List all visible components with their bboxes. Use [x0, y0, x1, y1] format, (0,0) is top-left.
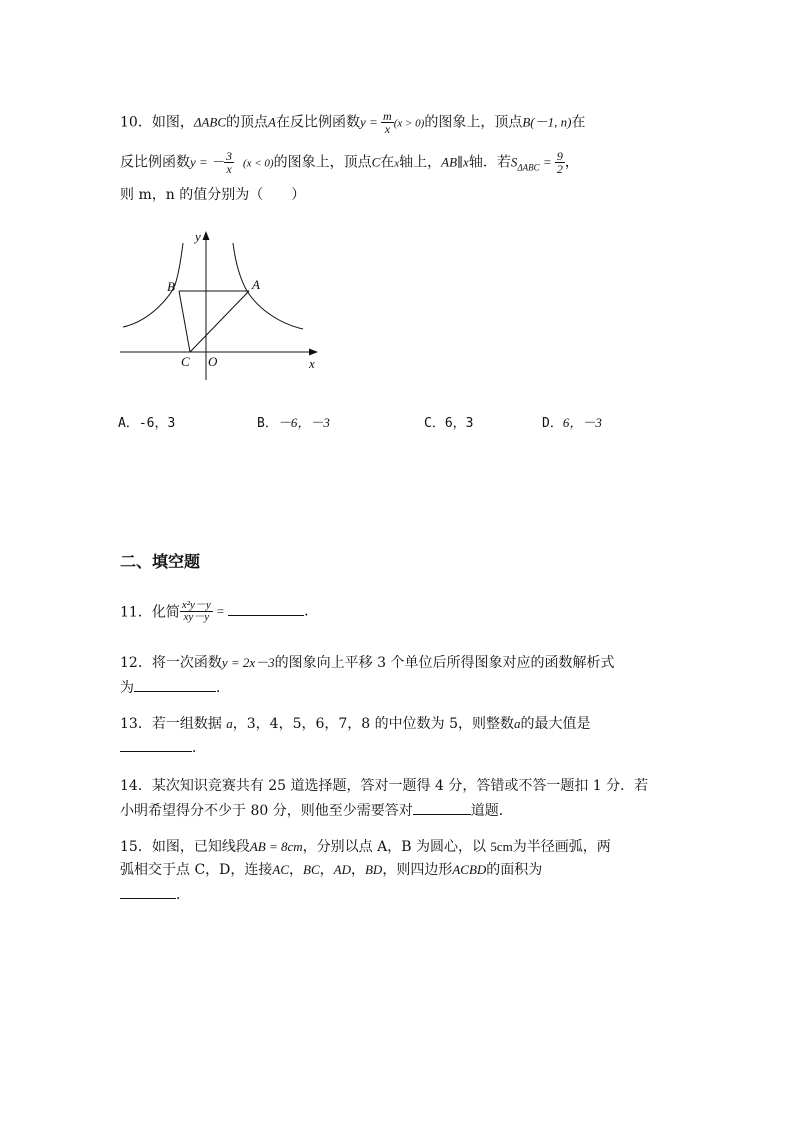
equals: = — [539, 154, 555, 170]
q15-text: ，分别以点 A，B 为圆心，以 — [302, 839, 491, 855]
q14-text: 小明希望得分不少于 80 分，则他至少需要答对 — [120, 803, 413, 819]
segment-bc — [179, 291, 190, 352]
q12-text: 为 — [120, 680, 134, 696]
q15-text: 为半径画弧，两 — [512, 839, 611, 855]
q15-text: ，则四边形 — [382, 862, 453, 878]
q10-text: 反比例函数 — [120, 154, 190, 171]
label-b: B — [167, 279, 175, 294]
ab-parallel: AB∥x — [441, 154, 469, 170]
q15-bc: BC — [303, 862, 320, 877]
q15-text: 弧相交于点 C，D，连接 — [120, 862, 273, 878]
right-hyperbola — [233, 243, 303, 329]
option-d[interactable]: D．6，－3 — [542, 415, 602, 431]
option-a[interactable]: A．-6，3 — [118, 416, 176, 431]
q12-end: ． — [216, 680, 230, 696]
q14-text: 道题． — [470, 803, 513, 819]
q12-line1 — [120, 652, 614, 672]
q13-text: 的最大值是 — [520, 716, 591, 732]
area-subscript: ΔABC — [517, 162, 540, 173]
point-a: A — [268, 114, 276, 130]
option-c[interactable]: C．6，3 — [424, 416, 474, 431]
q10-text: 的顶点 — [226, 114, 269, 131]
q11 — [120, 600, 318, 623]
x-axis-arrow-icon — [309, 349, 318, 356]
fn2-fraction: $\frac{3}{x}$ — [226, 149, 233, 176]
q13-end: ． — [192, 740, 206, 756]
q13-text: 13．若一组数据 — [120, 716, 227, 732]
point-b: B(－1, n) — [522, 114, 572, 130]
label-x: x — [309, 356, 315, 371]
q15-end: ． — [176, 887, 190, 903]
label-c: C — [181, 354, 190, 369]
q15-radius: 5cm — [490, 839, 513, 854]
q13-answer-blank[interactable] — [120, 751, 192, 752]
q15-answer-blank[interactable] — [120, 898, 176, 899]
label-y: y — [195, 229, 201, 244]
q15-text: 15．如图，已知线段 — [120, 839, 250, 855]
q15-ac: AC — [272, 862, 290, 877]
q14-line2 — [120, 800, 513, 820]
q13-line2 — [120, 737, 206, 757]
section-title: 二、填空题 — [120, 552, 201, 571]
option-d-value: 6，－3 — [562, 415, 602, 430]
q12-text: 的图象向上平移 3 个单位后所得图象对应的函数解析式 — [274, 655, 615, 671]
label-a: A — [252, 277, 260, 292]
fn1-fraction: $\frac{m}{x}$ — [383, 109, 392, 136]
option-b-value: －6，－3 — [277, 415, 330, 430]
option-b[interactable]: B．－6，－3 — [257, 415, 330, 431]
q10-figure — [115, 225, 330, 385]
q10-text: 在 — [571, 114, 586, 131]
q15-line1 — [120, 836, 611, 856]
q11-end: ． — [304, 603, 319, 620]
q13-line1 — [120, 713, 591, 733]
q12-answer-blank[interactable] — [134, 691, 216, 692]
q11-answer-blank[interactable] — [228, 615, 304, 616]
triangle-abc: ΔABC — [193, 114, 227, 130]
segment-ca — [190, 291, 249, 352]
q15-ad: AD — [333, 862, 351, 877]
q11-text: 11．化简 — [120, 604, 180, 621]
q15-text: 的面积为 — [486, 862, 543, 878]
q10-line2 — [120, 150, 579, 175]
q11-fraction: $\frac{\text{x²y－y}}{xy-y}$ — [181, 599, 211, 623]
x-var: x — [394, 157, 400, 170]
q10-line3: 则 m，n 的值分别为（ ） — [120, 187, 306, 203]
q10-line1 — [120, 110, 585, 135]
q12-text: 12．将一次函数 — [120, 655, 222, 671]
q10-text: 在反比例函数 — [275, 114, 360, 131]
area-s: S — [510, 154, 518, 170]
q14-line1: 14．某次知识竞赛共有 25 道选择题，答对一题得 4 分，答错或不答一题扣 1 分．若 — [120, 778, 649, 794]
q10-text: 轴．若 — [468, 154, 511, 171]
fn2-condition: (x < 0) — [242, 157, 274, 170]
q15-bd: BD — [364, 862, 383, 877]
fn1-condition: (x > 0) — [393, 117, 425, 130]
fn2-lhs: y = － — [190, 154, 225, 170]
q12-line2 — [120, 677, 230, 697]
q13-var-a: a — [514, 716, 521, 731]
area-fraction: $\frac{9}{2}$ — [556, 149, 563, 176]
q14-answer-blank[interactable] — [413, 814, 471, 815]
q11-equals: = — [212, 603, 229, 619]
q15-line2: 弧相交于点 C，D，连接AC，BC，AD，BD，则四边形ACBD的面积为 — [120, 862, 543, 878]
q10-text: 的图象上，顶点 — [273, 154, 372, 171]
q15-quad: ACBD — [452, 862, 487, 877]
q10-text: 在 — [380, 154, 395, 171]
q15-segment-ab: AB = 8cm — [249, 839, 303, 854]
q10-text: 10．如图， — [120, 114, 194, 131]
q15-line3 — [120, 884, 190, 904]
q13-var-a: a — [226, 716, 233, 731]
q13-text: ，3，4，5，6，7，8 的中位数为 5，则整数 — [232, 716, 515, 732]
q12-function: y = 2x－3 — [221, 655, 275, 670]
q10-text: ， — [564, 154, 579, 171]
fn1-lhs: y = — [359, 114, 382, 130]
q10-text: 轴上， — [399, 154, 442, 171]
q10-text: 的图象上，顶点 — [424, 114, 523, 131]
y-axis-arrow-icon — [203, 231, 210, 240]
label-o: O — [208, 354, 218, 369]
point-c: C — [371, 154, 381, 170]
